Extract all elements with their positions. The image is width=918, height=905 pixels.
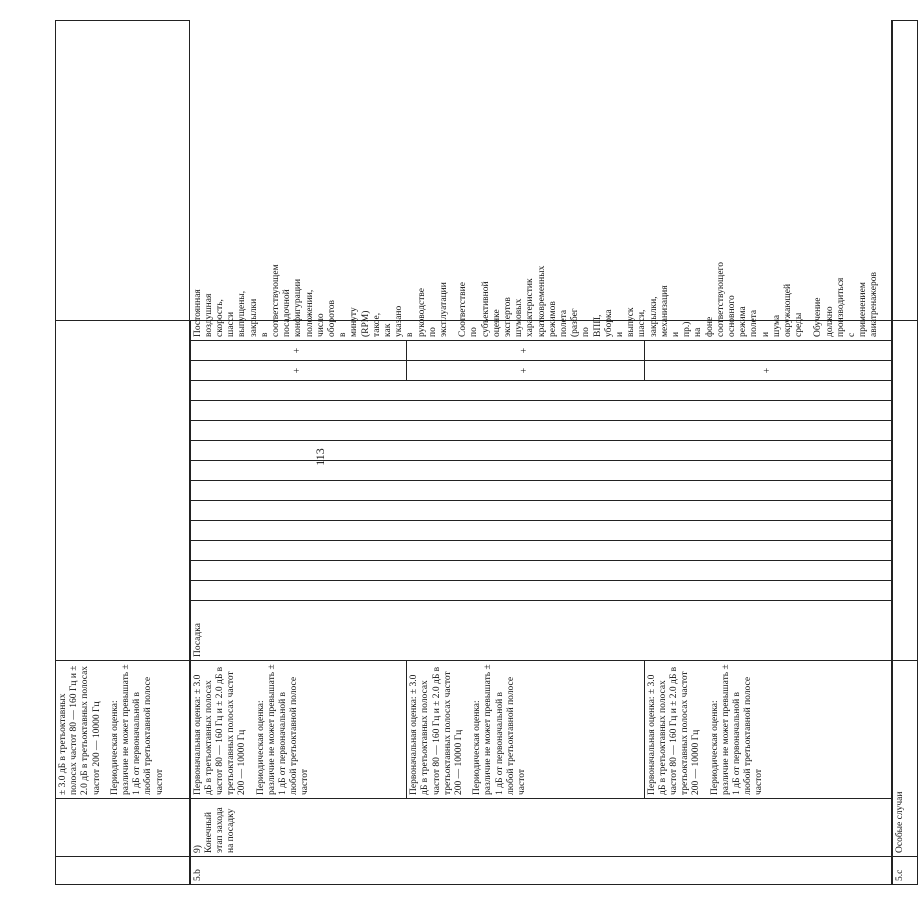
mark-cell: + [407,361,644,381]
criteria-cell [56,661,190,799]
title-cell: 9) Конечный этап захода на посадку [190,799,892,857]
mark-cell [190,521,892,541]
criteria-text: ± 3.0 дБ в третьоктавных полосах частот 80 — 160 Гц и ± 2.0 дБ в третьоктавных полосах частот 200 — 10000 Гц [58,665,102,795]
comments-cell [56,21,190,321]
comments-cell [190,262,892,340]
mark-cell [190,381,892,401]
mark-cell: + [190,341,407,361]
mark-cell: + [407,341,644,361]
requirements-table [55,20,918,885]
table-row-5b [190,21,407,885]
criteria-cell [407,661,644,799]
comment-text: Обучение должно производиться с применением авиатренажеров [813,272,880,337]
mark-cell [190,401,892,421]
flight-phase-cell: Посадка [190,601,892,661]
comment-text: Постоянная воздушная скорость, шасси выпущены, закрылки в соответствующем посадочной конфигурации положении, число оборотов в минуту (RPM) такое, как указано в руководстве по эксплуатации [192,264,449,337]
phase-cell [56,320,190,660]
comment-text: Соответствие по субъективной оценке экспертов шумовых характеристик кратковременных режимов полета (разбег по ВПП, уборка и выпуск шасси, закрылки, механизация и пр.) на фоне соответствующего основного режима полета и шума окружающей среды [458,262,805,337]
mark-cell [190,441,892,461]
code-cell: 5.c [892,857,918,885]
criteria-text: Периодическая оценка: различие не может превышать ± 1 дБ от первоначальной в любой третьоктавной полосе частот [255,664,311,795]
table-row-continued [56,21,190,885]
code-cell: 5.b [190,857,892,885]
comments-cell [892,21,918,321]
mark-cell [190,541,892,561]
mark-cell [190,461,892,481]
phase-cell [892,320,918,660]
rotated-table-wrapper [55,20,905,885]
table-row-5c [892,21,918,885]
code-cell [56,857,190,885]
page-number: 113 [313,448,327,466]
title-cell [56,799,190,857]
landscape-table-area [55,20,905,885]
criteria-text: Периодическая оценка: различие не может превышать ± 1 дБ от первоначальной в любой третьоктавной полосе частот [109,664,165,795]
criteria-text: Периодическая оценка: различие не может превышать ± 1 дБ от первоначальной в любой третьоктавной полосе частот [709,664,765,795]
criteria-text: Первоначальная оценка: ± 3.0 дБ в третьоктавных полосах частот 80 — 160 Гц и ± 2.0 дБ в третьоктавных полосах частот 200 — 10000 Гц [646,666,702,795]
mark-cell: + [644,361,892,381]
criteria-text: Периодическая оценка: различие не может превышать ± 1 дБ от первоначальной в любой третьоктавной полосе частот [472,664,527,795]
mark-cell [190,481,892,501]
mark-cell: + [190,361,407,381]
mark-cell [190,501,892,521]
criteria-text: Первоначальная оценка: ± 3.0 дБ в третьоктавных полосах частот 80 — 160 Гц и ± 2.0 дБ в третьоктавных полосах частот 200 — 10000 Гц [409,666,464,795]
criteria-text: Первоначальная оценка: ± 3.0 дБ в третьоктавных полосах частот 80 — 160 Гц и ± 2.0 дБ в третьоктавных полосах частот 200 — 10000 Гц [192,666,248,795]
mark-cell [190,561,892,581]
mark-cell [190,421,892,441]
mark-cell [190,581,892,601]
criteria-cell [644,661,892,799]
criteria-cell [190,661,407,799]
title-cell: Особые случаи [892,661,918,857]
mark-cell [644,341,892,361]
